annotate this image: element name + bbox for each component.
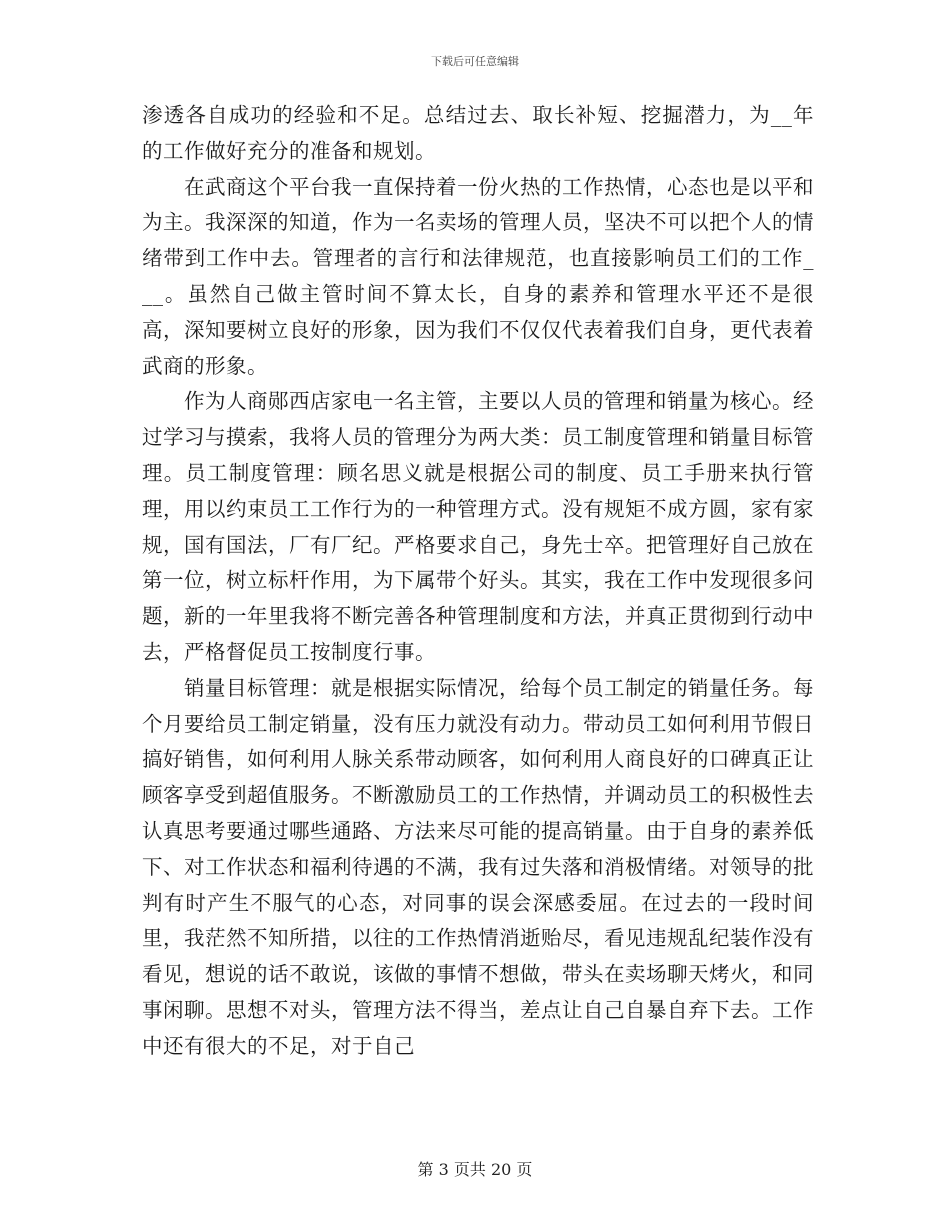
paragraph-sales-target: 销量目标管理：就是根据实际情况，给每个员工制定的销量任务。每个月要给员工制定销量，没有压力就没有动力。带动员工如何利用节假日搞好销售，如何利用人脉关系带动顾客，如何利用人商良好的口碑真正让顾客享受到超值服务。不断激励员工的工作热情，并调动员工的积极性去认真思考要通过哪些通路、方法来尽可能的提高销量。由于自身的素养低下、对工作状态和福利待遇的不满，我有过失落和消极情绪。对领导的批判有时产生不服气的心态，对同事的误会深感委屈。在过去的一段时间里，我茫然不知所措，以往的工作热情消逝贻尽，看见违规乱纪装作没有看见，想说的话不敢说，该做的事情不想做，带头在卖场聊天烤火，和同事闲聊。思想不对头，管理方法不得当，差点让自己自暴自弃下去。工作中还有很大的不足，对于自己 <box>142 675 814 1058</box>
paragraph-continuation: 渗透各自成功的经验和不足。总结过去、取长补短、挖掘潜力，为__年的工作做好充分的准备和规划。 <box>142 103 814 163</box>
page-header: 下载后可任意编辑 <box>431 55 519 68</box>
paragraph-work-attitude: 在武商这个平台我一直保持着一份火热的工作热情，心态也是以平和为主。我深深的知道，作为一名卖场的管理人员，坚决不可以把个人的情绪带到工作中去。管理者的言行和法律规范，也直接影响员工们的工作___。虽然自己做主管时间不算太长，自身的素养和管理水平还不是很高，深知要树立良好的形象，因为我们不仅仅代表着我们自身，更代表着武商的形象。 <box>142 174 814 378</box>
page-number: 第 3 页共 20 页 <box>417 1160 533 1179</box>
document-body <box>142 98 814 1065</box>
paragraph-staff-management: 作为人商郧西店家电一名主管，主要以人员的管理和销量为核心。经过学习与摸索，我将人员的管理分为两大类：员工制度管理和销量目标管理。员工制度管理：顾名思义就是根据公司的制度、员工手册来执行管理，用以约束员工工作行为的一种管理方式。没有规矩不成方圆，家有家规，国有国法，厂有厂纪。严格要求自己，身先士卒。把管理好自己放在第一位，树立标杆作用，为下属带个好头。其实，我在工作中发现很多问题，新的一年里我将不断完善各种管理制度和方法，并真正贯彻到行动中去，严格督促员工按制度行事。 <box>142 389 814 664</box>
